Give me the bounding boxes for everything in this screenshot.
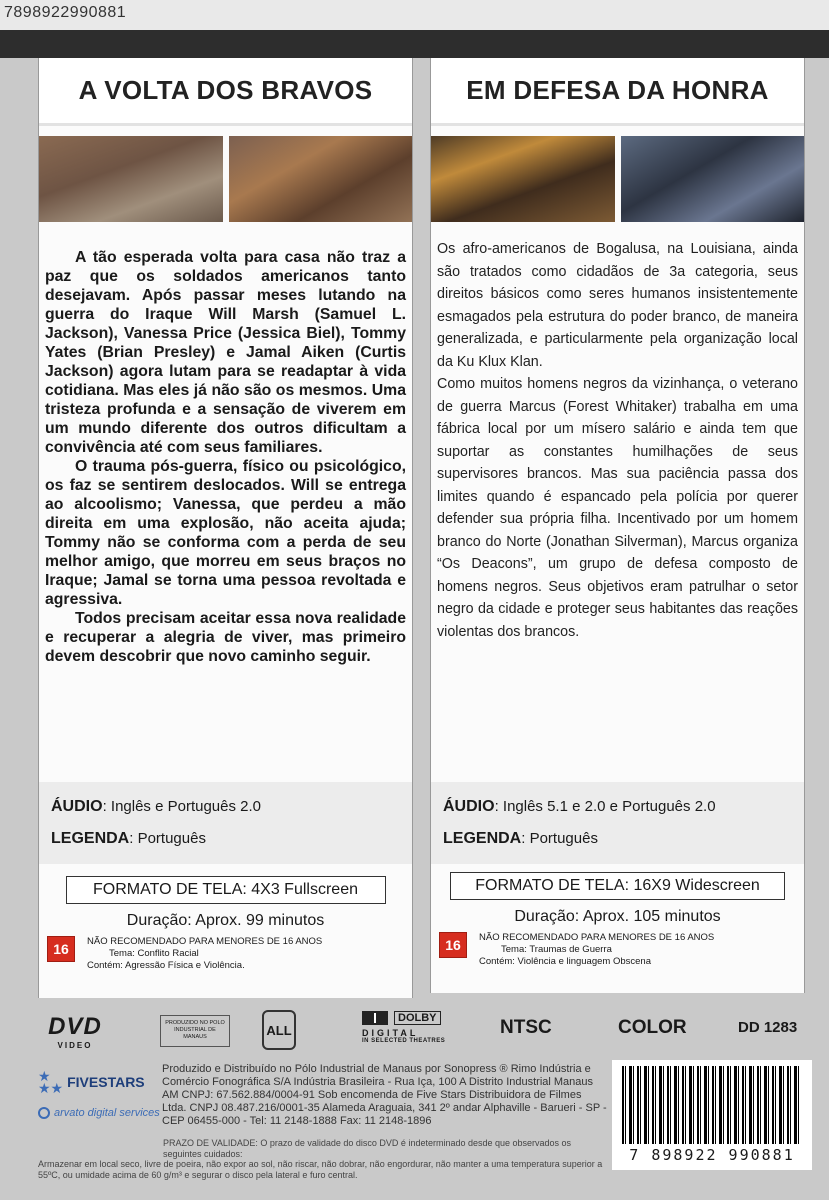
right-photo-1 (431, 136, 615, 222)
right-duration: Duração: Aprox. 105 minutos (514, 908, 721, 925)
barcode (612, 1060, 812, 1170)
right-movie-title: EM DEFESA DA HONRA (466, 75, 769, 105)
left-movie-title: A VOLTA DOS BRAVOS (78, 75, 373, 105)
validade-text: PRAZO DE VALIDADE: O prazo de validade do disco DVD é indeterminado desde que observados os seguintes cuidados: Armazenar em local seco, livre de poeira, não expor ao sol, não riscar, não dobrar, não engordurar, não manter a uma temperatura superior a 55ºC, ou umidade acima de 60 g/m³ e segurar o disco pela lateral e furo central. (38, 1138, 603, 1180)
right-rating-line2: Tema: Traumas de Guerra (501, 944, 612, 955)
barcode-number: 7 898922 990881 (629, 1146, 795, 1164)
left-paragraph-3: Todos precisam aceitar essa nova realidade e recuperar a alegria de viver, mas primeiro devem descobrir que novo caminho seguir. (45, 610, 406, 665)
top-strip (0, 0, 829, 30)
left-duration: Duração: Aprox. 99 minutos (126, 912, 325, 929)
left-photos (39, 126, 412, 226)
left-rating-line3: Contém: Agressão Física e Violência. (87, 960, 245, 971)
right-rating-line1: NÃO RECOMENDADO PARA MENORES DE 16 ANOS (479, 932, 715, 943)
left-audio-row: ÁUDIO: Inglês e Português 2.0 (51, 798, 261, 815)
left-movie-panel (38, 58, 413, 998)
legal-text: Produzido e Distribuído no Pólo Industrial de Manaus por Sonopress ® Rimo Indústria e Comércio Fonográfica S/A Indústria Brasileira - Rua Iça, 100 A Distrito Industrial Manaus AM CNPJ: 67.562.884/0004-91 Sob encomenda de Five Stars Distribuidora de Filmes Ltda. CNPJ 08.487.216/0001-35 Alameda Araguaia, 341 2º andar Alphaville - Barueri - SP - CEP 06455-000 - Tel: 11 2148-1888 Fax: 11 2148-1896 (162, 1063, 607, 1127)
right-rating (431, 932, 804, 968)
left-format-box: FORMATO DE TELA: 4X3 Fullscreen (66, 876, 386, 904)
left-synopsis (39, 226, 412, 666)
dvd-video-logo: DVD VIDEO (48, 1013, 102, 1050)
right-movie-panel (430, 58, 805, 993)
right-paragraph-2: Como muitos homens negros da vizinhança, o veterano de guerra Marcus (Forest Whitaker) trabalha em uma fábrica local por um mísero salário e ainda tem que suportar as constantes humilhações de seus supervisores brancos. Mas sua paciência passa dos limites quando é espancado pela polícia por querer defender sua própria filha. Incentivado por um homem branco do Norte (Jonathan Silverman), Marcus organiza “Os Deacons”, um grupo de defesa composto de homens negros. Seus objetivos eram patrulhar o setor negro da cidade e proteger seus habitantes das reações violentas dos brancos. (437, 376, 798, 640)
age-rating-all-logo: ALL (262, 1010, 296, 1050)
left-rating-line1: NÃO RECOMENDADO PARA MENORES DE 16 ANOS (87, 936, 323, 947)
left-photo-1 (39, 136, 223, 222)
fivestars-logo: ★ ★★ FIVESTARS (38, 1068, 145, 1096)
dark-band (0, 30, 829, 58)
ntsc-label: NTSC (500, 1017, 552, 1038)
left-rating-badge: 16 (47, 936, 75, 962)
left-paragraph-1: A tão esperada volta para casa não traz a paz que os soldados americanos tanto desejavam. Após passar meses lutando na guerra do Iraque Will Marsh (Samuel L. Jackson), Vanessa Price (Jessica Biel), Tommy Yates (Brian Presley) e Jamal Aiken (Curtis Jackson) agora lutam para se readaptar à vida cotidiana. Mas eles já não são os mesmos. Uma tristeza profunda e a sensação de viverem em um mundo diferente dos outros dificultam a convivência até com seus familiares. (45, 249, 406, 456)
left-rating-line2: Tema: Conflito Racial (109, 948, 199, 959)
logos-row (0, 1005, 829, 1065)
right-paragraph-1: Os afro-americanos de Bogalusa, na Louisiana, ainda são tratados como cidadãos de 3a categoria, seus direitos básicos como seres humanos insistentemente esmagados pela estrutura do poder branco, de maneira generalizada, e particularmente pela organização local da Ku Klux Klan. (437, 241, 798, 370)
left-audio-box (39, 782, 412, 864)
stars-icon: ★ ★★ (38, 1068, 64, 1096)
right-photo-2 (621, 136, 805, 222)
dolby-dd-icon (362, 1011, 388, 1025)
right-header (431, 58, 804, 126)
right-synopsis (431, 226, 804, 643)
right-rating-line3: Contém: Violência e linguagem Obscena (479, 956, 651, 967)
left-paragraph-2: O trauma pós-guerra, físico ou psicológico, os faz se sentirem deslocados. Will se entrega ao alcoolismo; Vanessa, que perdeu a mão direita em uma explosão, não aceita ajuda; Tommy não se conforma com a perda de seu melhor amigo, que morreu em seus braços no Iraque; Jamal se torna uma pessoa revoltada e agressiva. (45, 458, 406, 608)
left-header (39, 58, 412, 126)
right-legenda-row: LEGENDA: Português (443, 830, 598, 847)
arvato-logo: arvato digital services (38, 1107, 163, 1119)
right-photos (431, 126, 804, 226)
color-label: COLOR (618, 1017, 687, 1038)
dolby-digital-logo: DOLBY DIGITAL IN SELECTED THEATRES (362, 1012, 446, 1044)
arvato-swirl-icon (38, 1107, 50, 1119)
right-rating-badge: 16 (439, 932, 467, 958)
right-format-box: FORMATO DE TELA: 16X9 Widescreen (450, 872, 785, 900)
right-audio-box (431, 782, 804, 864)
barcode-bars (622, 1066, 802, 1144)
left-photo-2 (229, 136, 413, 222)
right-audio-row: ÁUDIO: Inglês 5.1 e 2.0 e Português 2.0 (443, 798, 716, 815)
left-rating (39, 936, 412, 972)
manaus-logo: PRODUZIDO NO POLO INDUSTRIAL DE MANAUS (160, 1015, 230, 1047)
catalog-number: DD 1283 (738, 1019, 798, 1036)
top-barcode-number: 7898922990881 (4, 4, 127, 21)
left-legenda-row: LEGENDA: Português (51, 830, 206, 847)
